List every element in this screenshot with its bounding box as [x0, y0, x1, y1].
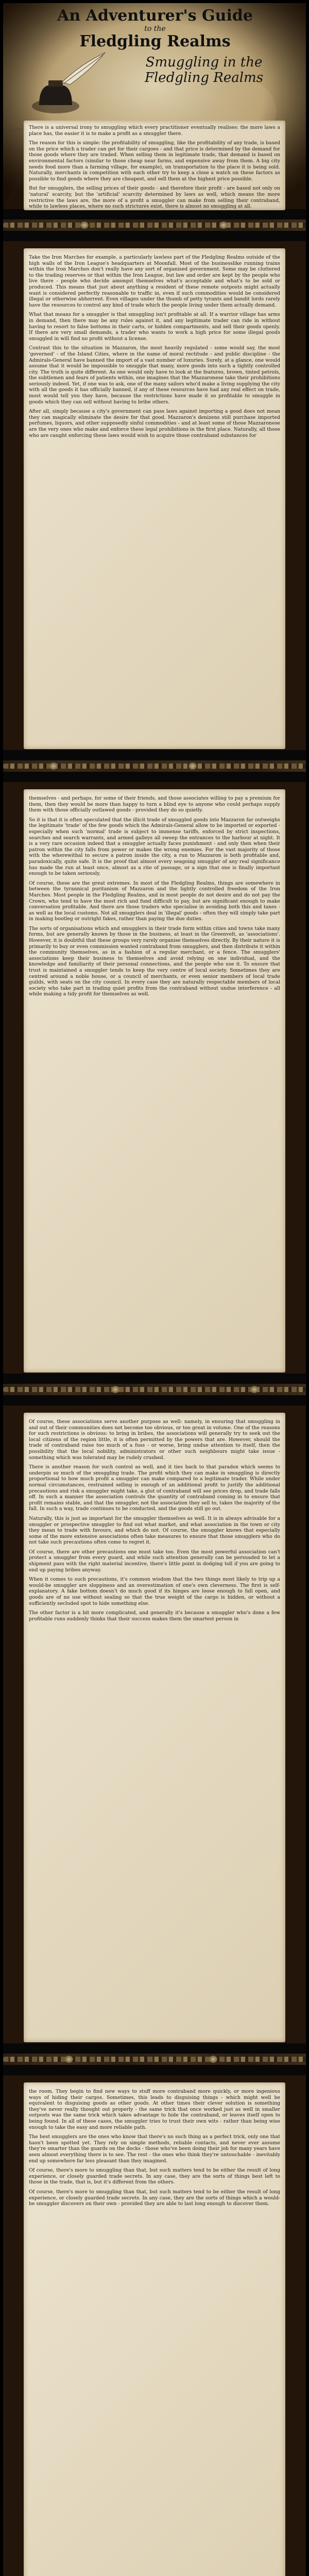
- title-line-3: Fledgling Realms: [79, 32, 231, 50]
- chain-divider: [3, 1374, 306, 1405]
- paragraph: Of course, there's more to smuggling than that, but such matters tend to be either the result of long experience, or closely guarded trade secrets. In any case, they are the sorts of things best left to those in the trade, that is, but it's different from the others.: [29, 2167, 280, 2185]
- paragraph: Take the Iron Marches for example, a particularly lawless part of the Fledgling Realms outside of the high walls of the Iron League's headquarters at Moonfall. Most of the businesslike running trains within the Iron Marches don't really have any sort of organised government. Some may be cluttered to the trading reserves or that within the Iron League, but law and order are kept by the people who live there - people who decide amongst themselves what's acceptable and what's to be sold or produced. This means that just about anything a resident of these remote outposts might actually want is considered perfectly reasonable to traffic in, even if such commodities would be considered illegal or otherwise abhorrent. Even villages under the thumb of petty tyrants and bandit lords rarely have the resources to control any kind of trade which the people living under them actually demand.: [29, 255, 280, 308]
- title-line-2: to the: [144, 25, 166, 33]
- text-panel: [24, 248, 285, 749]
- paragraph: Naturally, this is just as important for the smuggler themselves as well. It is in always advisable for a smuggler or prospective smuggler to find out what market, and what association in the town or city they mean to trade with favours, and which do not. Of course, the smuggler knows that especially some of the more extensive associations often take measures to ensure that those smugglers who do not take such precautions often come to regret it.: [29, 1515, 280, 1546]
- paragraph: So it is that it is often speculated that the illicit trade of smuggled goods into Mazzaron far outweighs the legitimate 'trade' of the few goods which the Admirals-General allow to be imported or exported - especially when such 'normal' trade is subject to immense tariffs, enforced by strict inspections, searches and search warrants, and armed galleys all sweep the entrances to the harbour at night. It is a very rare occasion indeed that a smuggler actually faces punishment - and only then when their patron within the city falls from power or makes the wrong enemies. For the vast majority of those with the wherewithal to secure a patron inside the city, a run to Mazzaron is both profitable and, paradoxically, quite safe. It is the proof that almost every seagoing smuggler of any real significance has made the run at least once, almost as a rite of passage, or a sign that one is finally important enough to be taken seriously.: [29, 817, 280, 877]
- paragraph: The sorts of organisations which and smugglers in their trade form within cities and towns take many forms, but are generally known by those in the business, at least in the Greenvelt, as 'associations'. However, it is doubtful that these groups very rarely organise themselves directly. By their nature it is primarily to buy or even commission wanted contraband from smugglers, and then distribute it within the community themselves, as in a fashion of a regular merchant, or a fence. The smugglers' associations keep their business to themselves and avoid relying on one individual, and the knowledge and familiarity of their personal connections, and the people who use it. To ensure that trust is maintained a smuggler tends to keep the very centre of local society. Sometimes they are centred around a noble house, or a council of merchants, or even senior members of local trade guilds, with seats on the city council. In every case they are naturally respectable members of local society who take part in trading quiet profits from the contraband without undue interference - all while making a tidy profit for themselves as well.: [29, 925, 280, 997]
- paragraph: Of course, these are the great extremes. In most of the Fledgling Realms, things are somewhere in between the tyrannical puritanism of Mazzaron and the lightly controlled freedom of the Iron Marches. Most people in the Fledgling Realms, and in most people do not desire and do not pay the Crown, who tend to have the most rich and fund difficult to pay, but are significant enough to make conversation profitable. And there are those traders who specialise in avoiding both this and taxes - as well as the local customs. Not all smugglers deal in 'illegal' goods - often they will simply take part in making bootleg or outright fakes, rather than paying the due duties.: [29, 880, 280, 922]
- text-panel: [24, 121, 285, 210]
- paragraph: themselves - and perhaps, for some of their friends, and those associates willing to pay a premium for them, then they would be more than happy to turn a blind eye to anyone who could perhaps supply them with those officially outlawed goods - provided they do so quietly.: [29, 795, 280, 814]
- text-panel: [24, 2082, 285, 2576]
- text-panel: [24, 1413, 285, 2042]
- title-line-1: An Adventurer's Guide: [57, 7, 253, 25]
- chain-divider: [3, 209, 306, 241]
- chain-divider: [3, 2043, 306, 2075]
- inkwell-quill-icon: [14, 48, 112, 121]
- chain-divider: [3, 750, 306, 782]
- paragraph: Of course, these associations serve another purpose as well: namely, in ensuring that smuggling in and out of their communities does not become too obvious, or too great in volume. One of the reasons for such restrictions is obvious: to bring in bribes, the associations will generally try to seek out the local citizens of the region little, it is often permitted by the powers that are. However, should the trade of contraband raise too much of a fuss - or worse, bring undue attention to itself, then the possibility that the local nobility, administrators or other such neighbours might take issue - something which was tolerated may be rudely crushed.: [29, 1419, 280, 1461]
- paragraph: The other factor is a bit more complicated, and generally it's because a smuggler who's done a few profitable runs suddenly thinks that their success makes them the smartest person in: [29, 1610, 280, 1622]
- paragraph: Contrast this to the situation in Mazzaron, the most heavily regulated - some would say, the most 'governed' - of the Island Cities, where in the name of moral rectitude - and public discipline - the Admirals-General have banned the import of a vast number of luxuries. Surely, at a glance, one would assume that it would be impossible to smuggle that many, more goods into such a tightly controlled city. The truth is quite different. As one would only have to look at the features, brown, tinted petrols, the subtlemen and fears of patients within, one imagines that the Mazzaronese take their prohibitions seriously indeed. Yet, if one was to ask, one of the many sailors who'd make a living supplying the city with all the goods it has officially banned, if any of these resources have had any real effect on trade, most would tell you they have, because the restrictions have made it so profitable to smuggle in goods which they can sell without having to bribe others.: [29, 345, 280, 405]
- guide-page: [3, 3, 306, 2576]
- paragraph: Of course, there's more to smuggling than that, but such matters tend to be either the result of long experience, or closely guarded trade secrets. In any case, they are the sorts of things which a would-be smuggler discovers on their own - provided they are able to last long enough to discover them.: [29, 2189, 280, 2207]
- paragraph: The best smugglers are the ones who know that there's no such thing as a perfect trick, only one that hasn't been spotted yet. They rely on simple methods, reliable contacts, and never ever assume they're smarter than the guards on the docks - those who've been doing their job for many years have seen almost everything there is to see. The rest - the ones who think they're untouchable - inevitably end up somewhere far less pleasant than they imagined.: [29, 2134, 280, 2164]
- paragraph: There is another reason for such control as well, and it ties back to that paradox which seems to underpin so much of the smuggling trade. The profit which they can make in smuggling is directly proportional to how much profit a smuggler can make compared to a legitimate trader. While under normal circumstances, restrained selling is enough of an additional profit to justify the additional precautions and risk a smuggler might take, a glut of contraband will see prices drop, and trade falls off. In such a manner the association controls the quantity of contraband coming in to ensure that profit remains stable, and that the smuggler, not the association they sell to, takes the majority of the fall. In such a way, trade continues to be conducted, and the goods still go out.: [29, 1464, 280, 1512]
- text-panel: [24, 789, 285, 1372]
- paragraph: What that means for a smuggler is that smuggling isn't profitable at all. If a warrior village has arms in demand, then there may be any rules against it, and any legitimate trader can ride in without having to resort to false bottoms in their carts, or hidden compartments, and sell their goods openly. If there are very small demands, a trader who wants to work a high price for some illegal goods smuggled in will find no profit without a license.: [29, 312, 280, 342]
- paragraph: But for smugglers, the selling prices of their goods - and therefore their profit - are based not only on 'natural' scarcity, but the 'artificial' scarcity determined by laws as well, which means the more restrictive the laws are, the more of a profit a smuggler can make from selling their contraband, while to lawless places, where no such strictures exist, there is almost no smuggling at all.: [29, 185, 280, 210]
- paragraph: There is a universal irony to smuggling which every practitioner eventually realises: the more laws a place has, the easier it is to make a profit as a smuggler there.: [29, 125, 280, 137]
- paragraph: The reason for this is simple: the profitability of smuggling, like the profitability of any trade, is based on the price which a trader can get for their cargoes - and that price is determined by the demand for those goods where they are traded. When selling them in legitimate trade, that demand is based on environmental factors (similar to those cheap near farms, and expensive away from them. A big city needs food more than a farming village, for example), on transportation to the place it is being sold. Naturally, merchants in competition with each other try to keep a close a watch on these factors as possible to find goods where they are cheapest, and sell them at the highest price possible.: [29, 140, 280, 182]
- paragraph: the room. They begin to find new ways to stuff more contraband more quickly, or more ingenious ways of hiding their cargos. Sometimes, this leads to disguising things - which might well be equivalent to disguising goods as other goods. At other times their clever solution is something they've never really thought out properly - the same trick that once worked just as well in smaller outposts was the same trick which takes advantage to hide the contraband, or leaves itself open to being found. In all of these cases, the smuggler tries to trust their own wits - rather than being wise enough to take the easy and more reliable path.: [29, 2089, 280, 2130]
- paragraph: Of course, there are other precautions one must take too. Even the most powerful association can't protect a smuggler from every guard, and while such attention generally can be persuaded to let a shipment pass with the right material incentive, there's little point in dodging toll if you are going to end up paying bribes anyway.: [29, 1549, 280, 1573]
- guide-title: [49, 7, 261, 50]
- paragraph: When it comes to such precautions, it's common wisdom that the two things most likely to trip up a would-be smuggler are sloppiness and an overestimation of one's own cleverness. The first is self-explanatory. A fake bottom doesn't do much good if its hinges are loose enough to fall open, and goods are of no use without sealing so that the true weight of the cargo is hidden, or without a sufficiently secluded spot to hide something else.: [29, 1577, 280, 1606]
- article-subtitle: Smuggling in the Fledgling Realms: [144, 55, 264, 86]
- paragraph: After all, simply because a city's government can pass laws against importing a good does not mean they can magically eliminate the desire for that good. Mazzaron's denizens still purchase imported perfumes, liquors, and other supposedly sinful commodities - and at least some of those Mazzaronese are the very ones who make and enforce these legal prohibitions in the first place. Naturally, all those who are caught enforcing these laws would wish to acquire those contraband substances for: [29, 409, 280, 438]
